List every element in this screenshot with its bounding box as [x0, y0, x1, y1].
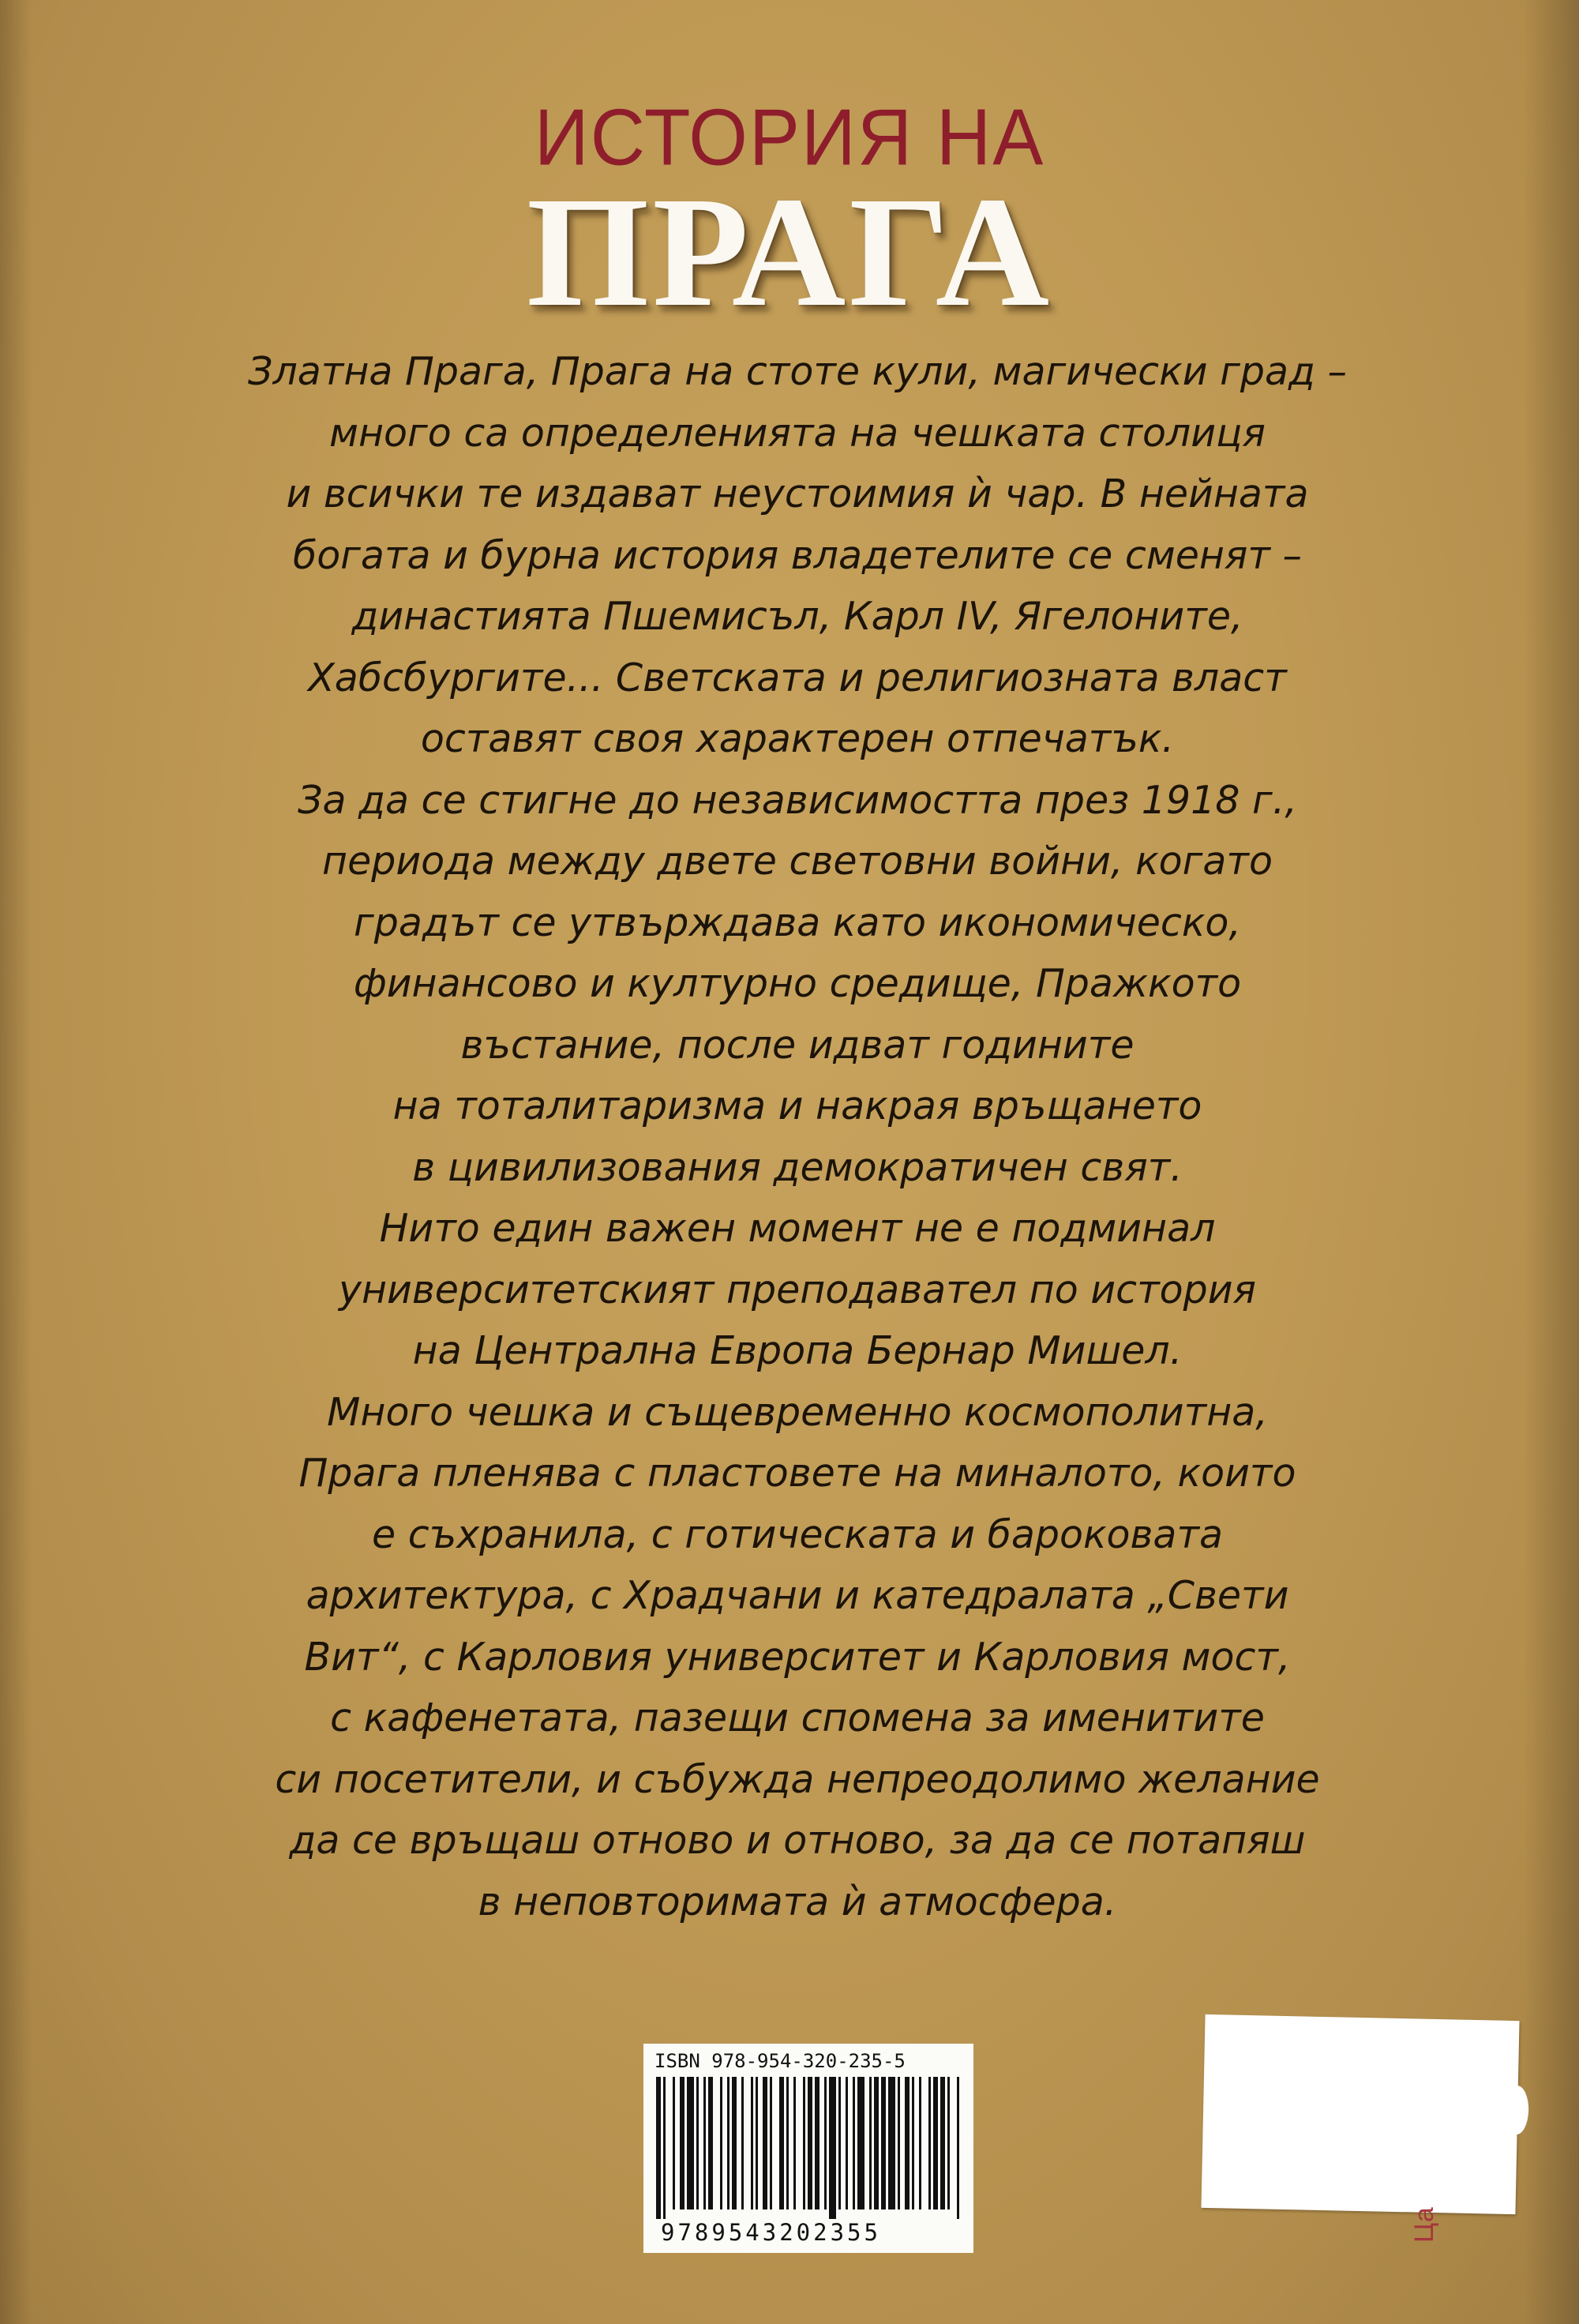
blurb-line: Много чешка и същевременно космополитна, [327, 1389, 1268, 1435]
blurb-line: Прага пленява с пластовете на миналото, които [298, 1451, 1296, 1496]
barcode-bar [824, 2077, 827, 2209]
blurb-line: Нито един важен момент не е подминал [379, 1206, 1216, 1251]
barcode-bar [940, 2077, 945, 2209]
barcode-bar [933, 2077, 938, 2209]
barcode-bar [928, 2077, 931, 2209]
barcode-bar [829, 2077, 836, 2219]
blurb-line: градът се утвърждава като икономическо, [354, 899, 1241, 945]
isbn-number: ISBN 978-954-320-235-5 [654, 2050, 906, 2072]
barcode-bar [905, 2077, 910, 2209]
barcode-bar [846, 2077, 848, 2209]
barcode-bar [912, 2077, 914, 2209]
blurb-line: си посетители, и събужда непреодолимо желание [275, 1756, 1320, 1802]
blurb-line: Хабсбургите... Светската и религиозната власт [308, 655, 1287, 700]
sticker-notch [1505, 2086, 1529, 2135]
barcode-bar [703, 2077, 706, 2209]
blurb-line: много са определенията на чешката столиця [329, 410, 1266, 456]
blurb-line: е съхранила, с готическата и бароковата [371, 1511, 1224, 1557]
blurb-line: финансово и културно средище, Пражкото [353, 961, 1242, 1006]
barcode-digits: 9789543202355 [661, 2219, 881, 2246]
barcode-bar [763, 2077, 767, 2209]
barcode-bar [869, 2077, 872, 2209]
barcode-bar [808, 2077, 812, 2209]
barcode-bar [957, 2077, 959, 2219]
barcode-bar [708, 2077, 713, 2209]
barcode-bar [888, 2077, 895, 2209]
price-sticker [1201, 2014, 1519, 2214]
blurb-line: на тоталитаризма и накрая връщането [392, 1083, 1202, 1128]
blurb-line: да се връщаш отново и отново, за да се потапяш [289, 1818, 1306, 1863]
barcode-bar [663, 2077, 666, 2219]
blurb-line: и всички те издават неустоимия ѝ чар. В нейната [286, 471, 1309, 516]
barcode-bar [751, 2077, 753, 2209]
blurb-line: в неповторимата ѝ атмосфера. [478, 1879, 1117, 1924]
series-title: ИСТОРИЯ НА [534, 93, 1045, 182]
blurb-line: богата и бурна история владетелите се сменят – [292, 532, 1303, 578]
blurb-line: Вит“, с Карловия университет и Карловия мост, [304, 1634, 1291, 1680]
barcode-bar [673, 2077, 675, 2209]
barcode-bar [793, 2077, 796, 2209]
blurb-line: архитектура, с Храдчани и катедралата „Свети [306, 1573, 1289, 1618]
barcode-bar [696, 2077, 699, 2209]
barcode-bar [947, 2077, 950, 2209]
blurb-line: Златна Прага, Прага на стоте кули, магически град – [248, 349, 1347, 394]
blurb-line: в цивилизования демократичен свят. [412, 1144, 1183, 1190]
barcode-bar [857, 2077, 865, 2209]
barcode-bar [853, 2077, 855, 2209]
barcode-bar [838, 2077, 841, 2209]
blurb-line: с кафенетата, пазещи спомена за именитите [330, 1695, 1265, 1740]
blurb-line: въстание, после идват годините [460, 1022, 1135, 1068]
barcode-bar [919, 2077, 921, 2209]
barcode-bar [756, 2077, 758, 2209]
barcode-bar [779, 2077, 784, 2209]
barcode-bar [803, 2077, 805, 2209]
blurb-text [182, 341, 1413, 1932]
barcode-bar [727, 2077, 729, 2209]
blurb-line: периода между двете световни войни, когато [322, 839, 1273, 884]
barcode-bar [881, 2077, 886, 2209]
blurb-line: на Централна Европа Бернар Мишел. [412, 1328, 1183, 1373]
blurb-line: университетският преподавател по история [338, 1267, 1257, 1312]
barcode-bars [656, 2077, 964, 2219]
isbn-barcode [643, 2044, 973, 2253]
barcode-bar [741, 2077, 744, 2209]
barcode-bar [720, 2077, 722, 2209]
barcode-bar [815, 2077, 820, 2209]
barcode-bar [680, 2077, 684, 2209]
blurb-line: За да се стигне до независимостта през 1918 г., [298, 777, 1297, 823]
barcode-bar [898, 2077, 900, 2209]
barcode-bar [786, 2077, 789, 2209]
barcode-bar [732, 2077, 737, 2209]
price-label: Ца [1409, 2207, 1439, 2243]
barcode-bar [770, 2077, 772, 2209]
book-title: ПРАГА [526, 165, 1053, 340]
blurb-line: оставят своя характерен отпечатък. [420, 716, 1175, 761]
barcode-bar [687, 2077, 694, 2209]
blurb-line: династията Пшемисъл, Карл IV, Ягелоните, [351, 594, 1243, 639]
barcode-bar [656, 2077, 661, 2219]
barcode-bar [874, 2077, 879, 2209]
